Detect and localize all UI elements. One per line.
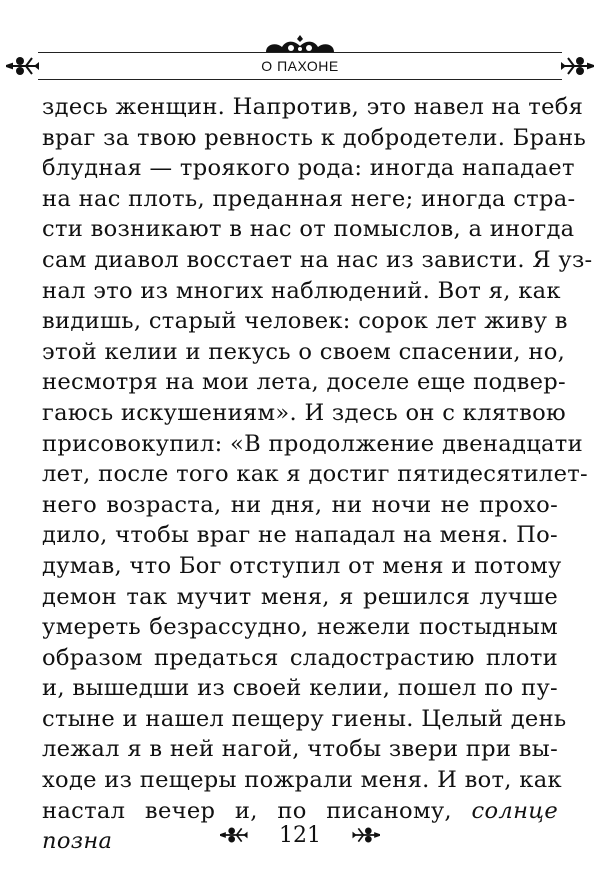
text-line: гаюсь искушениям». И здесь он с клятвою (42, 399, 566, 426)
text-line: здесь женщин. Напротив, это навел на тебя (42, 94, 584, 120)
text-line: лет, после того как я достиг пятидесятилет- (42, 461, 588, 488)
page-number: 121 (279, 822, 321, 848)
text-line: присовокупил: «В продолжение двенадцати (42, 430, 583, 457)
text-line: блудная — троякого рода: иногда нападает (42, 155, 575, 182)
text-line: умереть безрассудно, нежели постыдным (42, 614, 558, 641)
text-line: и, вышедши из своей келии, пошел по пу- (42, 675, 558, 702)
text-line: него возраста, ни дня, ни ночи не прохо- (42, 491, 558, 518)
running-header (0, 30, 600, 90)
text-line: на нас плоть, преданная неге; иногда стра- (42, 185, 576, 212)
header-top-rule (38, 52, 562, 53)
text-line: думав, что Бог отступил от меня и потому (42, 552, 562, 579)
footer-left-fleuron-icon (220, 825, 250, 845)
header-bottom-rule (38, 79, 562, 80)
text-line: сти возникают в нас от помыслов, а иногда (42, 216, 575, 243)
last-line-regular: настал вечер и, по писаному, (42, 797, 452, 824)
page-footer (0, 822, 600, 848)
text-line: ходе из пещеры пожрали меня. И вот, как (42, 767, 562, 794)
text-line: этой келии и пекусь о своем спасении, но, (42, 338, 566, 365)
text-line: лежал я в ней нагой, чтобы звери при вы- (42, 736, 558, 763)
text-line: образом предаться сладострастию плоти (42, 644, 558, 671)
last-line-italic: солнце позна (42, 797, 558, 855)
text-line: демон так мучит меня, я решился лучше (42, 583, 558, 610)
footer-right-fleuron-icon (350, 825, 380, 845)
text-line: стыне и нашел пещеру гиены. Целый день (42, 705, 567, 732)
text-line: видишь, старый человек: сорок лет живу в (42, 308, 568, 335)
text-line: сам диавол восстает на нас из зависти. Я уз- (42, 246, 593, 273)
right-fleuron-icon (558, 54, 594, 78)
text-line: нал это из многих наблюдений. Вот я, как (42, 277, 561, 304)
running-title: О ПАХОНЕ (261, 58, 339, 74)
text-line: несмотря на мои лета, доселе еще подвер- (42, 369, 566, 396)
text-line: враг за твою ревность к добродетели. Брань (42, 124, 587, 151)
text-line: дило, чтобы враг не нападал на меня. По- (42, 522, 558, 549)
header-top-ornament-icon (262, 34, 338, 54)
